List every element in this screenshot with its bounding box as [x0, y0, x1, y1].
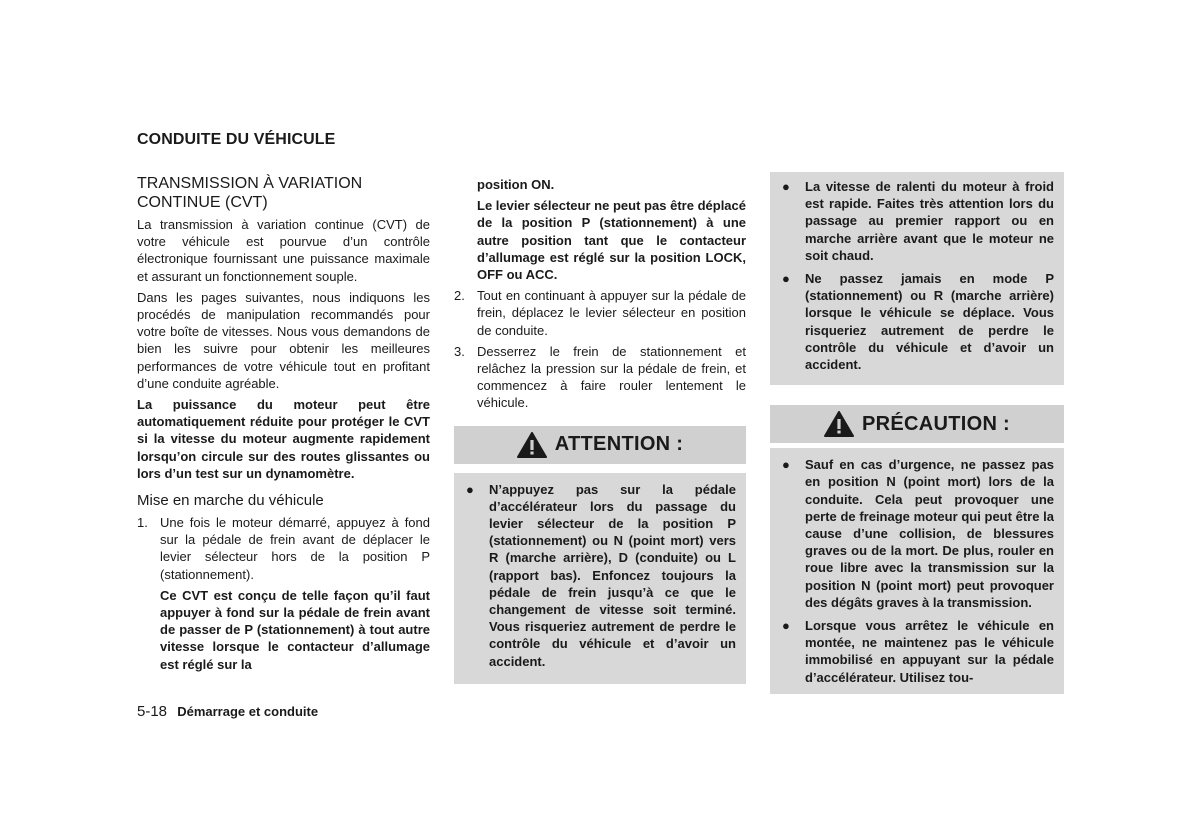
warning-continued-box	[770, 172, 1064, 385]
idle-speed-text: La vitesse de ralenti du moteur à froid est rapide. Faites très attention lors du passage au premier rapport ou en marche arrière avant que le moteur ne soit chaud.	[805, 179, 1054, 263]
caution-bullet-neutral	[782, 456, 1054, 611]
paragraph-procedures: Dans les pages suivantes, nous indiquons les procédés de manipulation recommandés pour votre boîte de vitesses. Nous vous demandons de bien les suivre pour obtenir les meilleures performances de votre véhicule tout en profitant d’une conduite agréable.	[137, 289, 430, 391]
column-right	[770, 172, 1064, 694]
page-number: 5-18	[137, 703, 168, 720]
heading-cvt: TRANSMISSION À VARIATION CONTINUE (CVT)	[137, 175, 363, 211]
bullet-dot: ●	[782, 618, 790, 634]
step-2	[454, 287, 746, 339]
caution-bullet-hill	[782, 617, 1054, 686]
warning-icon	[517, 432, 547, 458]
warning-bullet	[466, 481, 736, 670]
warning-icon	[824, 411, 854, 437]
step-3-number: 3.	[454, 343, 465, 359]
no-p-r-moving-text: Ne passez jamais en mode P (stationnement) ou R (marche arrière) lorsque le véhicule se déplace. Vous risqueriez autrement de perdre le contrôle du véhicule et d’avoir un accident.	[805, 271, 1054, 373]
column-left	[137, 174, 430, 677]
step-3	[454, 343, 746, 412]
paragraph-cvt-intro: La transmission à variation continue (CVT) de votre véhicule est pourvue d’un contrôle électronique fournissant une puissance maximale et assurant un fonctionnement souple.	[137, 217, 430, 284]
step-1-note: Ce CVT est conçu de telle façon qu’il faut appuyer à fond sur la pédale de frein avant de passer de P (stationnement) à tout autre vitesse lorsque le contacteur d’allumage est réglé sur la	[160, 587, 430, 672]
bullet-dot: ●	[782, 271, 790, 287]
step-2-number: 2.	[454, 288, 465, 304]
caution-bullet-neutral-text: Sauf en cas d’urgence, ne passez pas en position N (point mort) lors de la conduite. Cela peut provoquer une perte de freinage moteur qui peut être la cause d’une collision, de blessures graves ou de la mort. De plus, rouler en roue libre avec la transmission sur la position N (point mort) peut provoquer des dégâts graves à la transmission.	[805, 457, 1054, 610]
page-footer	[137, 703, 318, 720]
step-1	[137, 514, 430, 583]
step-1-text: Une fois le moteur démarré, appuyez à fond sur la pédale de frein avant de déplacer le levier sélecteur hors de la position P (stationnement).	[160, 515, 430, 582]
step-1-number: 1.	[137, 515, 148, 531]
caution-header	[770, 405, 1064, 443]
chapter-title: Démarrage et conduite	[177, 704, 319, 719]
section-title: CONDUITE DU VÉHICULE	[137, 131, 336, 148]
warning-bullet-text: N’appuyez pas sur la pédale d’accélérateur lors du passage du levier sélecteur de la position P (stationnement) ou N (point mort) vers R (marche arrière), D (conduite) ou L (rapport bas). Enfoncez toujours la pédale de frein jusqu’à ce que le changement de vitesse soit terminé. Vous risqueriez autrement de perdre le contrôle du véhicule et d’avoir un accident.	[489, 481, 736, 669]
step-3-text: Desserrez le frein de stationnement et relâchez la pression sur la pédale de frein, et commencez à faire rouler lentement le véhicule.	[477, 343, 746, 411]
caution-body	[770, 448, 1064, 694]
step-2-text: Tout en continuant à appuyer sur la pédale de frein, déplacez le levier sélecteur en position de conduite.	[477, 288, 746, 338]
step-1-note-continued: position ON.	[477, 177, 555, 192]
caution-title: PRÉCAUTION :	[861, 412, 1011, 435]
warning-title: ATTENTION :	[554, 433, 684, 456]
column-middle	[454, 176, 746, 684]
warning-header	[454, 426, 746, 464]
idle-speed-bullet	[782, 178, 1054, 264]
bullet-dot: ●	[466, 481, 474, 497]
lever-lock-note: Le levier sélecteur ne peut pas être déplacé de la position P (stationnement) à une autre position tant que le contacteur d’allumage est réglé sur la position LOCK, OFF ou ACC.	[477, 198, 746, 283]
subheading-start: Mise en marche du véhicule	[137, 492, 324, 510]
no-p-r-moving-bullet	[782, 270, 1054, 373]
warning-body	[454, 473, 746, 684]
caution-bullet-hill-text: Lorsque vous arrêtez le véhicule en montée, ne maintenez pas le véhicule immobilisé en appuyant sur la pédale d’accélérateur. Utilisez tou-	[805, 618, 1054, 685]
paragraph-power-reduction: La puissance du moteur peut être automatiquement réduite pour protéger le CVT si la vitesse du moteur augmente rapidement lorsqu’on circule sur des routes glissantes ou lors d’un test sur un dynamomètre.	[137, 397, 430, 481]
bullet-dot: ●	[782, 457, 790, 473]
bullet-dot: ●	[782, 179, 790, 194]
